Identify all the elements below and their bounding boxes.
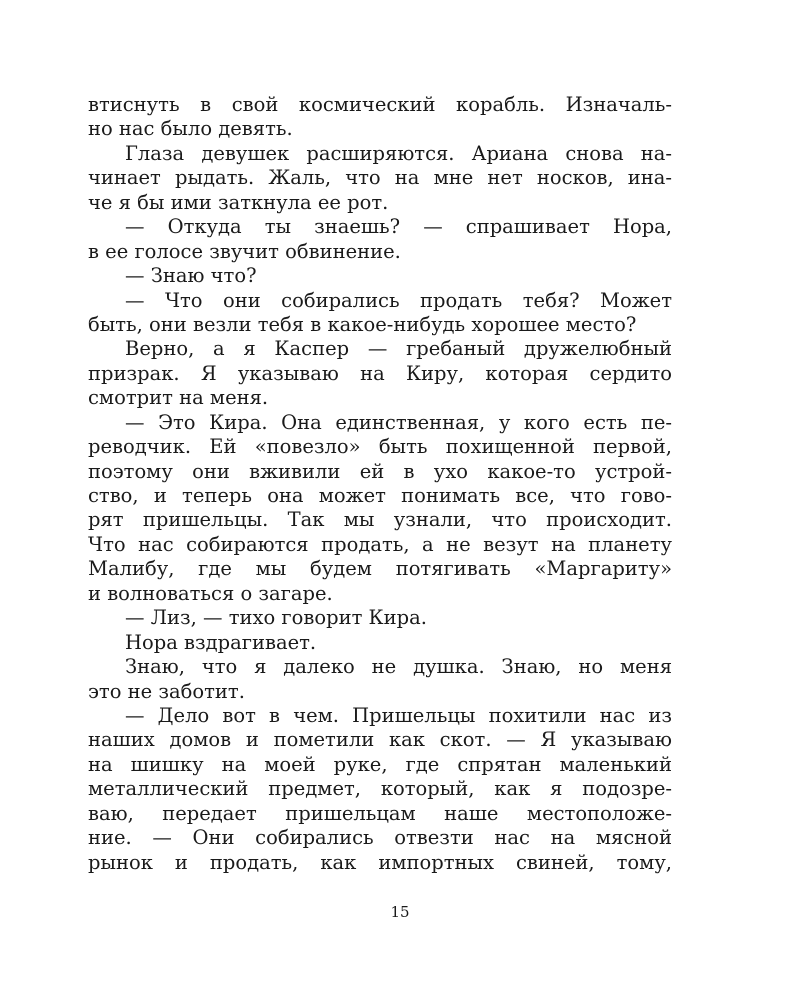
text-line: наших домов и пометили как скот. — Я указываю (88, 728, 672, 752)
text-line: — Дело вот в чем. Пришельцы похитили нас из (125, 703, 672, 727)
text-line: и волноваться о загаре. (88, 581, 333, 605)
page-number: 15 (390, 903, 410, 921)
text-line: в ее голосе звучит обвинение. (88, 239, 401, 263)
text-line: Нора вздрагивает. (125, 630, 317, 654)
text-line: поэтому они вживили ей в ухо какое-то устрой- (88, 459, 672, 483)
text-line: че я бы ими заткнула ее рот. (88, 190, 389, 214)
text-line: ваю, передает пришельцам наше местоположе- (88, 801, 672, 825)
body-text (88, 93, 672, 875)
text-line: Малибу, где мы будем потягивать «Маргариту» (88, 557, 672, 581)
text-line: — Знаю что? (125, 264, 257, 288)
text-line: чинает рыдать. Жаль, что на мне нет носков, ина- (88, 166, 672, 190)
text-line: призрак. Я указываю на Киру, которая сердито (88, 361, 672, 385)
text-line: Верно, а я Каспер — гребаный дружелюбный (125, 337, 672, 361)
text-line: Что нас собираются продать, а не везут на планету (88, 532, 672, 556)
text-line: это не заботит. (88, 679, 245, 703)
text-line: реводчик. Ей «повезло» быть похищенной первой, (88, 435, 672, 459)
text-line: ние. — Они собирались отвезти нас на мясной (88, 826, 672, 850)
text-line: втиснуть в свой космический корабль. Изначаль- (88, 93, 672, 116)
text-line: на шишку на моей руке, где спрятан маленький (88, 752, 672, 776)
text-line: рят пришельцы. Так мы узнали, что происходит. (88, 508, 672, 532)
text-line: — Это Кира. Она единственная, у кого есть пе- (125, 410, 672, 434)
text-line: смотрит на меня. (88, 386, 269, 410)
text-line: — Откуда ты знаешь? — спрашивает Нора, (125, 215, 672, 239)
text-line: ство, и теперь она может понимать все, что гово- (88, 484, 672, 507)
text-line: — Лиз, — тихо говорит Кира. (125, 606, 427, 630)
text-line: — Что они собирались продать тебя? Может (125, 288, 672, 312)
text-line: но нас было девять. (88, 117, 293, 141)
text-line: Глаза девушек расширяются. Ариана снова на- (125, 141, 672, 165)
text-line: Знаю, что я далеко не душка. Знаю, но меня (125, 655, 672, 679)
text-line: рынок и продать, как импортных свиней, тому, (88, 850, 672, 874)
text-line: металлический предмет, который, как я подозре- (88, 777, 672, 801)
text-line: быть, они везли тебя в какое-нибудь хорошее место? (88, 312, 637, 336)
